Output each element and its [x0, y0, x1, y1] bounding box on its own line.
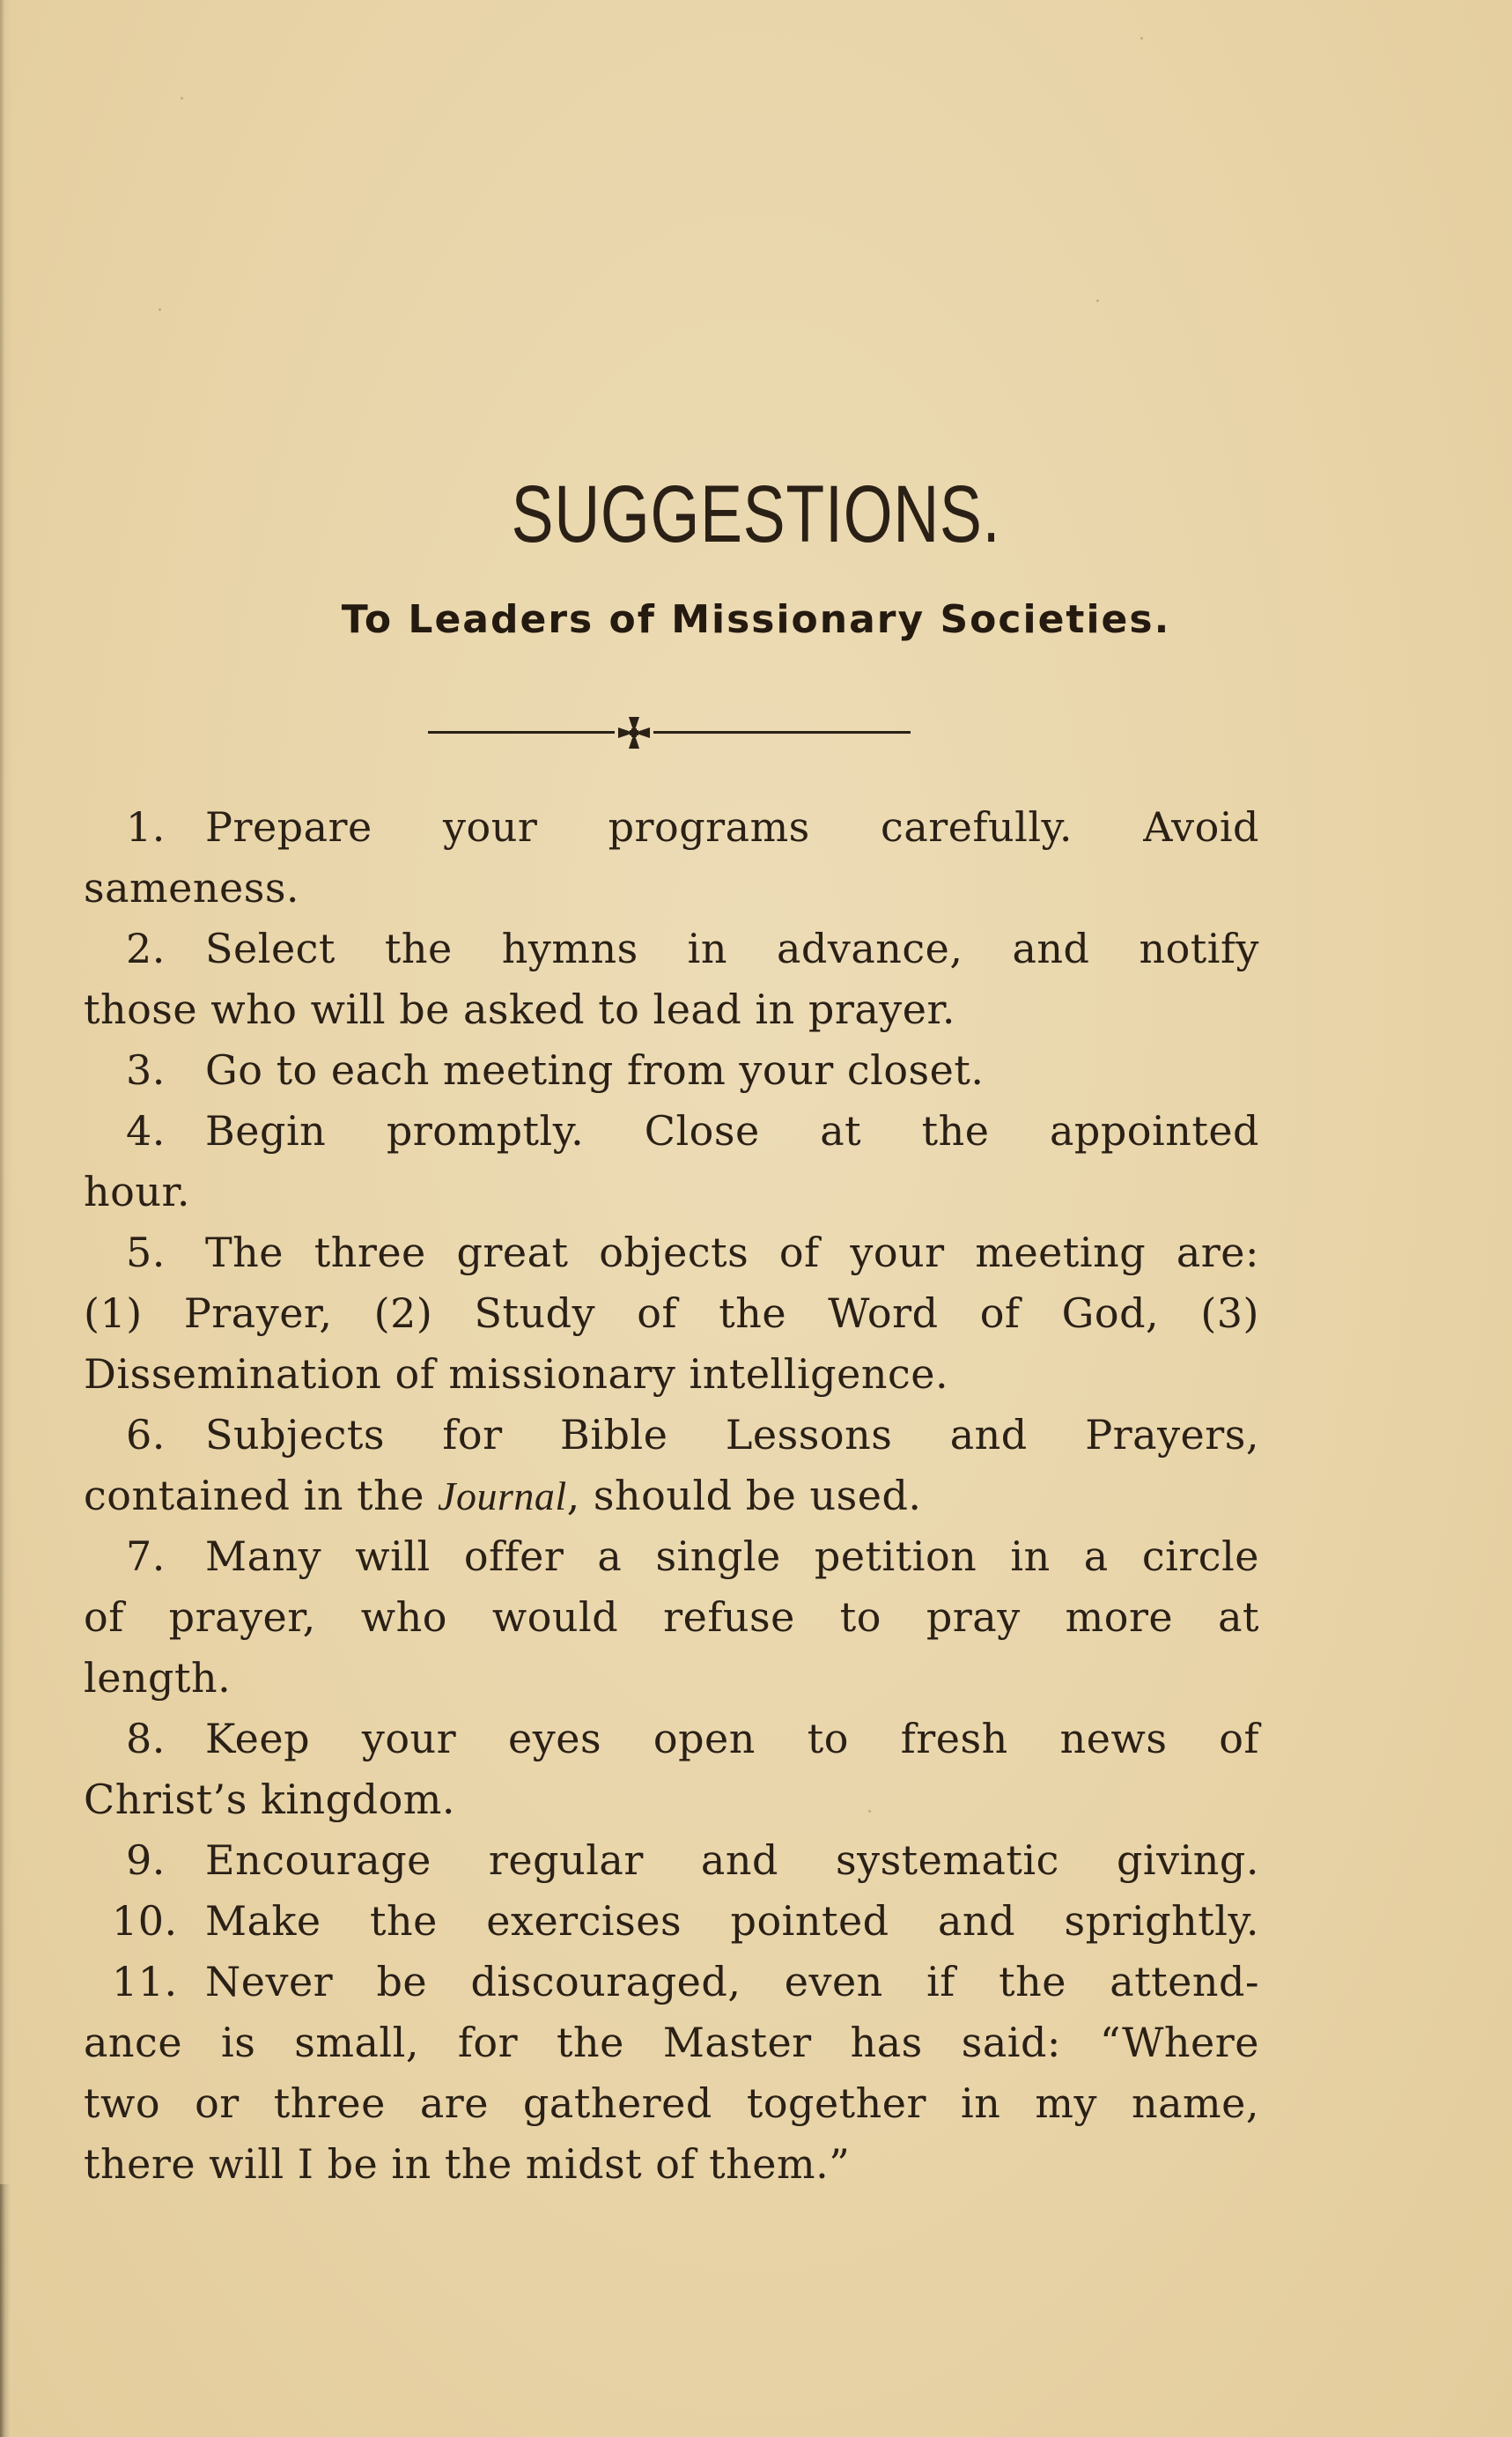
- suggestion-item-1: [84, 797, 1259, 919]
- suggestion-text: Prepare your programs carefully. Avoid: [205, 803, 1259, 851]
- suggestion-item-7: [84, 1526, 1259, 1709]
- suggestion-item-8: [84, 1709, 1259, 1830]
- paper-speck: [1140, 37, 1143, 40]
- suggestion-number: 11.: [112, 1958, 178, 2005]
- suggestion-line: those who will be asked to lead in prayer.: [84, 986, 956, 1033]
- suggestion-number: 9.: [126, 1836, 166, 1884]
- suggestion-line: [84, 1830, 1259, 1891]
- suggestion-line: [84, 1222, 1259, 1283]
- suggestion-line: of prayer, who would refuse to pray more at: [84, 1593, 1259, 1641]
- suggestion-number: 10.: [112, 1897, 178, 1945]
- suggestion-line: sameness.: [84, 864, 300, 912]
- ornamental-divider: [428, 713, 911, 750]
- suggestion-number: 5.: [126, 1229, 166, 1276]
- suggestion-line: (1) Prayer, (2) Study of the Word of God, (3): [84, 1289, 1259, 1337]
- suggestion-line: [84, 1101, 1259, 1162]
- suggestion-line: hour.: [84, 1168, 191, 1215]
- suggestion-number: 2.: [126, 925, 166, 972]
- paper-speck: [181, 97, 183, 100]
- suggestion-number: 4.: [126, 1107, 166, 1155]
- journal-title: Journal: [438, 1473, 567, 1518]
- suggestion-line: [84, 1466, 1259, 1526]
- suggestion-text: Many will offer a single petition in a circle: [205, 1532, 1259, 1580]
- divider-rule-left: [428, 731, 615, 734]
- suggestion-line: [84, 1526, 1259, 1587]
- suggestion-line: Christ’s kingdom.: [84, 1776, 456, 1823]
- suggestion-text: Make the exercises pointed and sprightly.: [205, 1897, 1259, 1945]
- suggestion-item-6: [84, 1405, 1259, 1526]
- suggestion-text: Keep your eyes open to fresh news of: [205, 1715, 1259, 1762]
- suggestion-line: [84, 1405, 1259, 1466]
- suggestion-line: ance is small, for the Master has said: “Where: [84, 2019, 1259, 2066]
- suggestion-line: there will I be in the midst of them.”: [84, 2140, 851, 2188]
- suggestion-number: 1.: [126, 803, 166, 851]
- suggestion-text: contained in the: [84, 1472, 439, 1519]
- suggestion-number: 8.: [126, 1715, 166, 1762]
- page-edge-binding: [0, 2184, 11, 2437]
- page-edge-shadow: [0, 0, 12, 2437]
- suggestion-line: [84, 919, 1259, 979]
- suggestion-text: Subjects for Bible Lessons and Prayers,: [205, 1411, 1259, 1459]
- suggestion-item-10: [84, 1891, 1259, 1952]
- divider-rule-right: [653, 731, 911, 734]
- suggestion-line: [84, 1891, 1259, 1952]
- suggestion-line: two or three are gathered together in my name,: [84, 2079, 1259, 2127]
- page-subtitle: To Leaders of Missionary Societies.: [341, 597, 1171, 642]
- suggestion-number: 7.: [126, 1532, 166, 1580]
- suggestion-text: The three great objects of your meeting are:: [205, 1229, 1259, 1276]
- suggestion-item-4: [84, 1101, 1259, 1222]
- suggestion-item-5: [84, 1222, 1259, 1405]
- suggestion-text: Never be discouraged, even if the attend-: [205, 1958, 1259, 2005]
- suggestion-text: Encourage regular and systematic giving.: [205, 1836, 1259, 1884]
- suggestion-line: [84, 797, 1259, 858]
- suggestion-item-2: [84, 919, 1259, 1040]
- suggestion-text: Go to each meeting from your closet.: [205, 1046, 985, 1094]
- suggestion-line: [84, 1709, 1259, 1769]
- suggestion-item-9: [84, 1830, 1259, 1891]
- suggestions-list: [84, 797, 1259, 2195]
- maltese-cross-icon: [616, 715, 652, 750]
- suggestion-line: [84, 1040, 1259, 1101]
- suggestion-text: Select the hymns in advance, and notify: [205, 925, 1259, 972]
- suggestion-number: 6.: [126, 1411, 166, 1459]
- suggestion-text: , should be used.: [566, 1472, 922, 1519]
- page-title: SUGGESTIONS.: [511, 469, 1001, 559]
- suggestion-number: 3.: [126, 1046, 166, 1094]
- suggestion-line: [84, 1952, 1259, 2012]
- suggestion-line: length.: [84, 1654, 232, 1702]
- suggestion-item-11: [84, 1952, 1259, 2195]
- paper-speck: [1096, 299, 1099, 302]
- paper-speck: [159, 308, 161, 311]
- suggestion-line: Dissemination of missionary intelligence.: [84, 1350, 949, 1398]
- suggestion-text: Begin promptly. Close at the appointed: [205, 1107, 1259, 1155]
- suggestion-item-3: [84, 1040, 1259, 1101]
